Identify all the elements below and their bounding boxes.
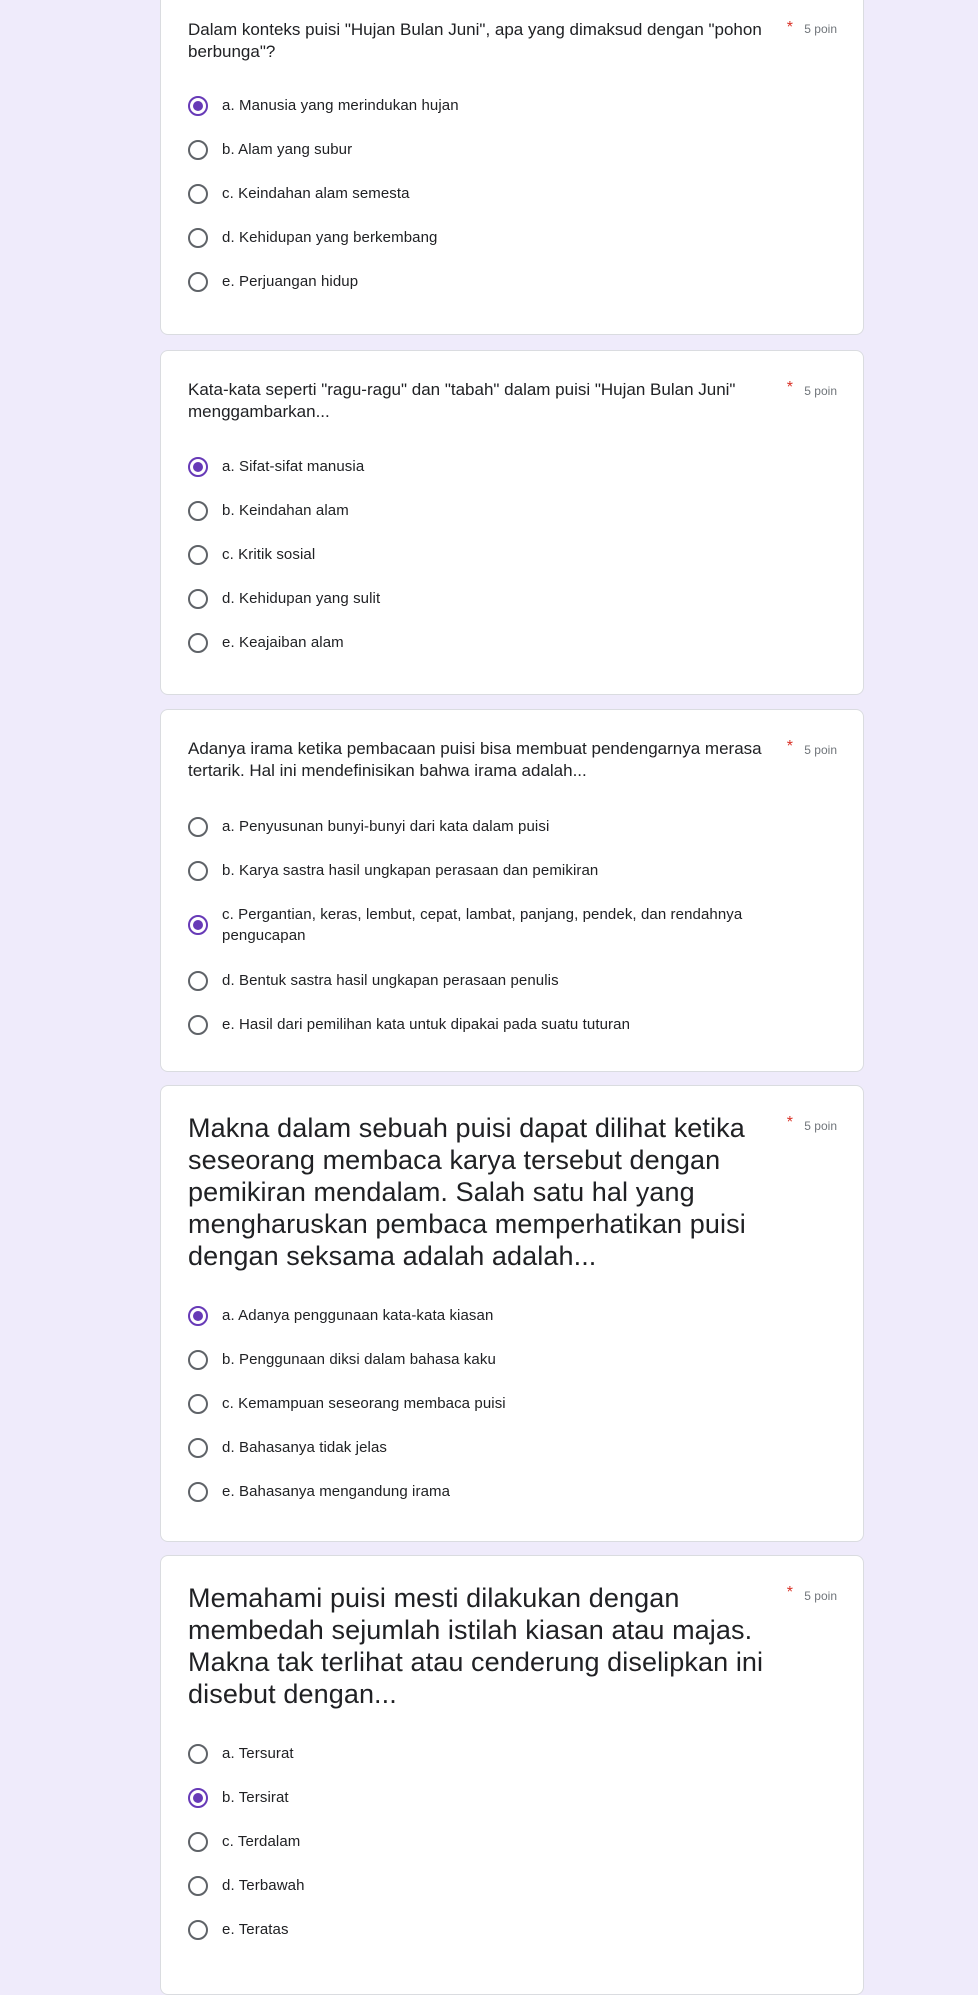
option-b[interactable] <box>188 1349 843 1370</box>
option-label: b. Tersirat <box>222 1789 289 1806</box>
option-label: c. Terdalam <box>222 1833 301 1850</box>
option-label: e. Keajaiban alam <box>222 634 344 651</box>
required-asterisk: * <box>786 19 793 36</box>
question-text: Kata-kata seperti "ragu-ragu" dan "tabah" dalam puisi "Hujan Bulan Juni" menggambarkan... <box>188 380 736 421</box>
radio-button[interactable] <box>188 457 208 477</box>
option-c[interactable] <box>188 1393 843 1414</box>
radio-button[interactable] <box>188 1394 208 1414</box>
required-asterisk: * <box>786 1114 793 1131</box>
radio-button[interactable] <box>188 1438 208 1458</box>
option-b[interactable] <box>188 1787 843 1808</box>
points-label: 5 poin <box>804 743 837 757</box>
question-text: Memahami puisi mesti dilakukan dengan membedah sejumlah istilah kiasan atau majas. Makna tak terlihat atau cenderung diselipkan ini disebut dengan... <box>188 1583 764 1709</box>
option-a[interactable] <box>188 95 843 116</box>
radio-button[interactable] <box>188 272 208 292</box>
required-asterisk: * <box>786 738 793 755</box>
option-label: a. Manusia yang merindukan hujan <box>222 97 459 114</box>
option-label: d. Bahasanya tidak jelas <box>222 1439 388 1456</box>
option-label: c. Kemampuan seseorang membaca puisi <box>222 1395 506 1412</box>
points-label: 5 poin <box>804 384 837 398</box>
option-c[interactable] <box>188 904 788 946</box>
radio-button[interactable] <box>188 817 208 837</box>
option-e[interactable] <box>188 1919 843 1940</box>
question-card-5 <box>160 1555 864 1995</box>
option-a[interactable] <box>188 816 843 837</box>
radio-button[interactable] <box>188 1832 208 1852</box>
option-label: e. Hasil dari pemilihan kata untuk dipakai pada suatu tuturan <box>222 1016 631 1033</box>
option-label: e. Perjuangan hidup <box>222 273 359 290</box>
option-c[interactable] <box>188 183 843 204</box>
option-label: d. Terbawah <box>222 1877 305 1894</box>
option-e[interactable] <box>188 632 843 653</box>
question-card-2 <box>160 350 864 695</box>
option-label: a. Sifat-sifat manusia <box>222 458 365 475</box>
radio-button[interactable] <box>188 184 208 204</box>
radio-button[interactable] <box>188 861 208 881</box>
option-d[interactable] <box>188 588 843 609</box>
option-d[interactable] <box>188 970 843 991</box>
option-label: c. Keindahan alam semesta <box>222 185 410 202</box>
option-label: b. Alam yang subur <box>222 141 353 158</box>
option-a[interactable] <box>188 1743 843 1764</box>
points-label: 5 poin <box>804 22 837 36</box>
points-label: 5 poin <box>804 1119 837 1133</box>
radio-button[interactable] <box>188 1920 208 1940</box>
option-e[interactable] <box>188 1014 843 1035</box>
option-e[interactable] <box>188 271 843 292</box>
required-asterisk: * <box>786 1584 793 1601</box>
radio-button[interactable] <box>188 1744 208 1764</box>
radio-button[interactable] <box>188 633 208 653</box>
option-d[interactable] <box>188 1875 843 1896</box>
option-a[interactable] <box>188 1305 843 1326</box>
points-label: 5 poin <box>804 1589 837 1603</box>
radio-button[interactable] <box>188 1015 208 1035</box>
radio-button[interactable] <box>188 228 208 248</box>
option-a[interactable] <box>188 456 843 477</box>
option-label: c. Kritik sosial <box>222 546 316 563</box>
option-label: b. Keindahan alam <box>222 502 349 519</box>
radio-button[interactable] <box>188 140 208 160</box>
radio-button[interactable] <box>188 1306 208 1326</box>
radio-button[interactable] <box>188 915 208 935</box>
option-b[interactable] <box>188 500 843 521</box>
radio-button[interactable] <box>188 589 208 609</box>
option-label: d. Kehidupan yang sulit <box>222 590 381 607</box>
radio-button[interactable] <box>188 971 208 991</box>
option-d[interactable] <box>188 1437 843 1458</box>
radio-button[interactable] <box>188 96 208 116</box>
option-label: d. Bentuk sastra hasil ungkapan perasaan penulis <box>222 972 559 989</box>
option-c[interactable] <box>188 544 843 565</box>
option-label: b. Karya sastra hasil ungkapan perasaan dan pemikiran <box>222 862 599 879</box>
option-e[interactable] <box>188 1481 843 1502</box>
option-label: e. Teratas <box>222 1921 289 1938</box>
option-label: a. Adanya penggunaan kata-kata kiasan <box>222 1307 494 1324</box>
radio-button[interactable] <box>188 1482 208 1502</box>
option-label: e. Bahasanya mengandung irama <box>222 1483 451 1500</box>
radio-button[interactable] <box>188 1876 208 1896</box>
option-label: a. Penyusunan bunyi-bunyi dari kata dalam puisi <box>222 818 550 835</box>
option-b[interactable] <box>188 860 843 881</box>
question-card-4 <box>160 1085 864 1542</box>
option-c[interactable] <box>188 1831 843 1852</box>
question-text: Adanya irama ketika pembacaan puisi bisa membuat pendengarnya merasa tertarik. Hal ini mendefinisikan bahwa irama adalah... <box>188 739 762 780</box>
option-label: c. Pergantian, keras, lembut, cepat, lambat, panjang, pendek, dan rendahnya pengucapan <box>222 906 743 944</box>
radio-button[interactable] <box>188 545 208 565</box>
radio-button[interactable] <box>188 501 208 521</box>
option-label: d. Kehidupan yang berkembang <box>222 229 438 246</box>
question-text: Makna dalam sebuah puisi dapat dilihat ketika seseorang membaca karya tersebut dengan pemikiran mendalam. Salah satu hal yang mengharuskan pembaca memperhatikan puisi dengan seksama adalah adalah... <box>188 1113 746 1271</box>
radio-button[interactable] <box>188 1788 208 1808</box>
option-label: b. Penggunaan diksi dalam bahasa kaku <box>222 1351 496 1368</box>
option-b[interactable] <box>188 139 843 160</box>
radio-button[interactable] <box>188 1350 208 1370</box>
required-asterisk: * <box>786 379 793 396</box>
question-text: Dalam konteks puisi "Hujan Bulan Juni", apa yang dimaksud dengan "pohon berbunga"? <box>188 20 762 61</box>
question-card-1 <box>160 0 864 335</box>
option-d[interactable] <box>188 227 843 248</box>
option-label: a. Tersurat <box>222 1745 294 1762</box>
question-card-3 <box>160 709 864 1072</box>
